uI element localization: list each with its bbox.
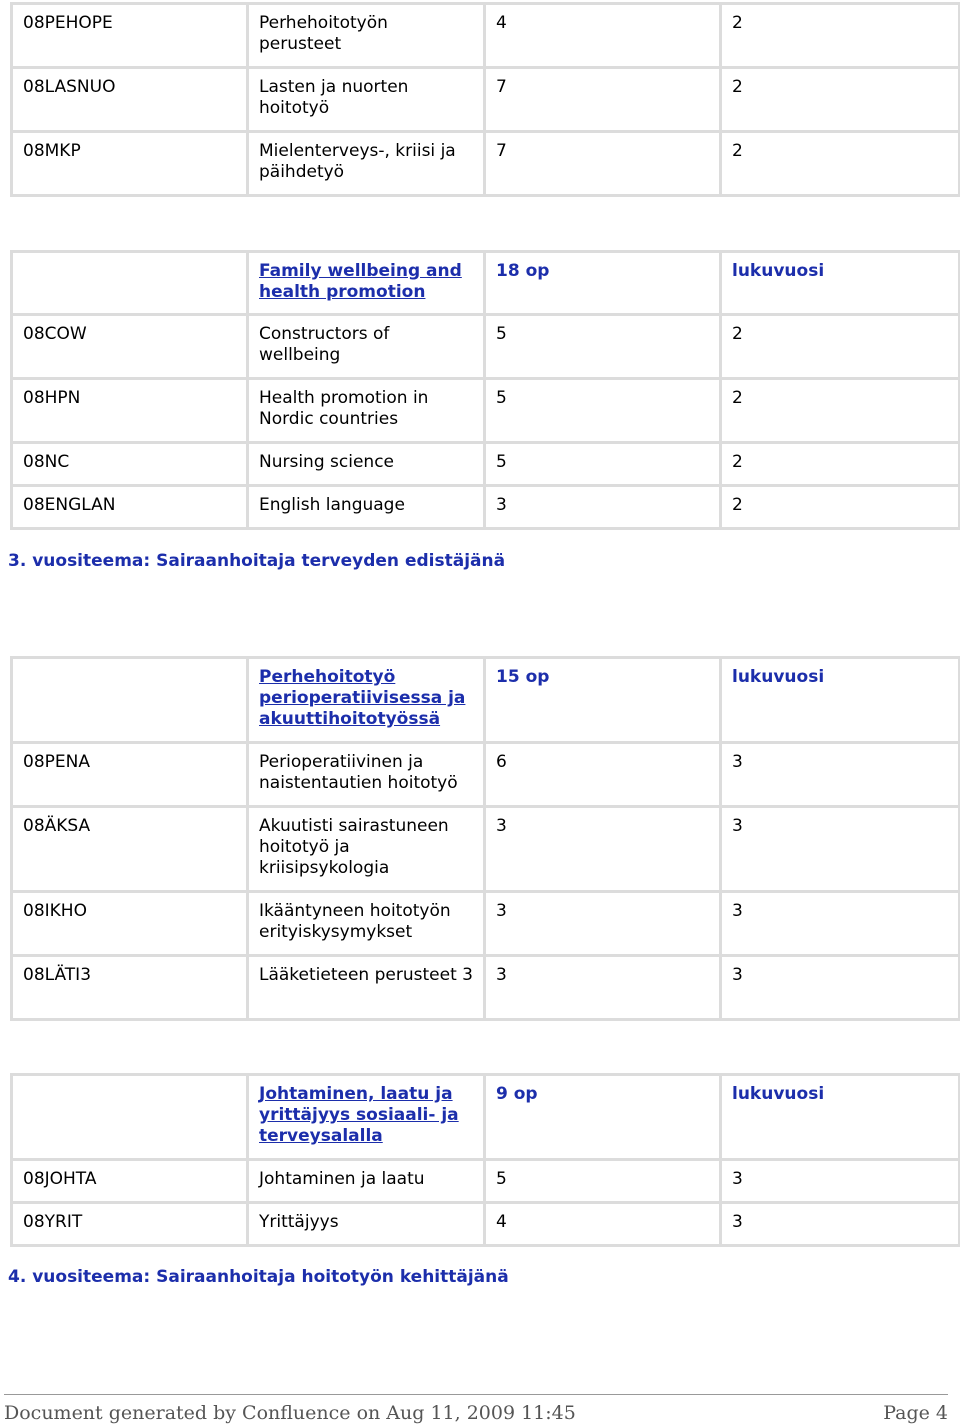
course-year: 2 (722, 5, 960, 69)
course-code: 08ÄKSA (13, 808, 249, 893)
course-credits: 5 (486, 444, 722, 487)
course-name: English language (249, 487, 486, 530)
course-table-4 (10, 1073, 960, 1247)
year-theme-3-heading: 3. vuositeema: Sairaanhoitaja terveyden edistäjänä (8, 551, 506, 571)
course-code: 08JOHTA (13, 1161, 249, 1204)
course-year: 2 (722, 69, 960, 133)
course-name: Perioperatiivinen ja naistentautien hoitotyö (249, 744, 486, 808)
course-name: Yrittäjyys (249, 1204, 486, 1247)
course-year: 3 (722, 1204, 960, 1247)
course-code: 08HPN (13, 380, 249, 444)
table-row (13, 444, 960, 487)
course-code: 08MKP (13, 133, 249, 197)
course-credits: 3 (486, 487, 722, 530)
course-year: 2 (722, 133, 960, 197)
course-code: 08NC (13, 444, 249, 487)
table-row (13, 133, 960, 197)
course-name: Lasten ja nuorten hoitotyö (249, 69, 486, 133)
course-code: 08LÄTI3 (13, 957, 249, 1021)
table-row (13, 5, 960, 69)
module-title-link[interactable]: Family wellbeing and health promotion (259, 261, 462, 302)
course-credits: 4 (486, 5, 722, 69)
course-table-1 (10, 2, 960, 197)
course-credits: 4 (486, 1204, 722, 1247)
course-name: Ikääntyneen hoitotyön erityiskysymykset (249, 893, 486, 957)
course-credits: 7 (486, 133, 722, 197)
course-name: Mielenterveys-, kriisi ja päihdetyö (249, 133, 486, 197)
course-credits: 5 (486, 1161, 722, 1204)
module-credits: 9 op (486, 1076, 722, 1161)
course-year: 3 (722, 893, 960, 957)
page-footer (4, 1394, 948, 1428)
course-table-3 (10, 656, 960, 1021)
module-header-row (13, 1076, 960, 1161)
course-credits: 7 (486, 69, 722, 133)
course-code: 08YRIT (13, 1204, 249, 1247)
table-row (13, 316, 960, 380)
course-name: Lääketieteen perusteet 3 (249, 957, 486, 1021)
course-code: 08PENA (13, 744, 249, 808)
page-number: Page 4 (883, 1402, 948, 1424)
course-credits: 5 (486, 316, 722, 380)
module-year-label: lukuvuosi (722, 253, 960, 316)
module-credits: 15 op (486, 659, 722, 744)
course-name: Perhehoitotyön perusteet (249, 5, 486, 69)
table-row (13, 957, 960, 1021)
course-year: 3 (722, 744, 960, 808)
year-theme-4-heading: 4. vuositeema: Sairaanhoitaja hoitotyön kehittäjänä (8, 1267, 509, 1287)
course-year: 2 (722, 380, 960, 444)
course-code: 08ENGLAN (13, 487, 249, 530)
course-credits: 3 (486, 893, 722, 957)
course-year: 2 (722, 487, 960, 530)
course-name: Health promotion in Nordic countries (249, 380, 486, 444)
course-code: 08COW (13, 316, 249, 380)
course-year: 3 (722, 957, 960, 1021)
course-year: 3 (722, 808, 960, 893)
course-table-2 (10, 250, 960, 530)
course-name: Nursing science (249, 444, 486, 487)
module-year-label: lukuvuosi (722, 659, 960, 744)
course-year: 2 (722, 444, 960, 487)
course-credits: 3 (486, 957, 722, 1021)
course-name: Johtaminen ja laatu (249, 1161, 486, 1204)
course-credits: 6 (486, 744, 722, 808)
table-row (13, 1161, 960, 1204)
course-year: 2 (722, 316, 960, 380)
module-year-label: lukuvuosi (722, 1076, 960, 1161)
course-name: Constructors of wellbeing (249, 316, 486, 380)
course-name: Akuutisti sairastuneen hoitotyö ja kriisipsykologia (249, 808, 486, 893)
course-code: 08LASNUO (13, 69, 249, 133)
footer-generated-text: Document generated by Confluence on Aug 11, 2009 11:45 (4, 1402, 576, 1424)
table-row (13, 808, 960, 893)
course-year: 3 (722, 1161, 960, 1204)
course-credits: 3 (486, 808, 722, 893)
table-row (13, 1204, 960, 1247)
table-row (13, 487, 960, 530)
table-row (13, 893, 960, 957)
module-credits: 18 op (486, 253, 722, 316)
module-title-link[interactable]: Perhehoitotyö perioperatiivisessa ja akuuttihoitotyössä (259, 667, 466, 729)
module-title-link[interactable]: Johtaminen, laatu ja yrittäjyys sosiaali- ja terveysalalla (259, 1084, 459, 1146)
module-header-row (13, 659, 960, 744)
module-header-row (13, 253, 960, 316)
table-row (13, 69, 960, 133)
table-row (13, 744, 960, 808)
table-row (13, 380, 960, 444)
course-code: 08PEHOPE (13, 5, 249, 69)
course-code: 08IKHO (13, 893, 249, 957)
course-credits: 5 (486, 380, 722, 444)
